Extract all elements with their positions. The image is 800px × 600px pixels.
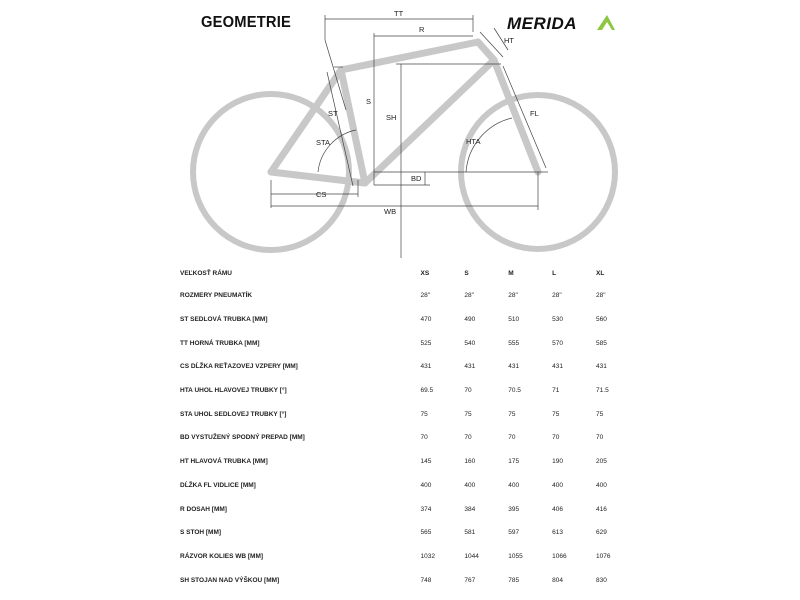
- row-value: 374: [420, 505, 432, 513]
- frame-size-header: VEĽKOSŤ RÁMU: [180, 269, 232, 277]
- label-tt: TT: [394, 9, 404, 18]
- row-value: 785: [508, 576, 520, 584]
- row-value: 71.5: [596, 387, 609, 395]
- row-label: HT HLAVOVÁ TRUBKA [MM]: [180, 458, 268, 466]
- row-value: 28": [552, 292, 562, 300]
- geometry-diagram: [0, 0, 800, 262]
- row-label: R DOSAH [MM]: [180, 505, 227, 513]
- size-header-l: L: [552, 269, 557, 277]
- row-value: 570: [552, 339, 564, 347]
- row-value: 431: [464, 363, 476, 371]
- row-value: 400: [464, 481, 476, 489]
- label-sta: STA: [316, 138, 331, 147]
- row-value: 804: [552, 576, 564, 584]
- row-value: 767: [464, 576, 476, 584]
- row-value: 431: [420, 363, 432, 371]
- table-row: [180, 284, 640, 308]
- page-title: GEOMETRIE: [201, 14, 291, 31]
- label-bd: BD: [411, 174, 422, 183]
- table-row: [180, 545, 640, 569]
- row-value: 1032: [420, 552, 435, 560]
- row-value: 400: [508, 481, 520, 489]
- row-value: 1044: [464, 552, 479, 560]
- row-value: 406: [552, 505, 564, 513]
- row-value: 160: [464, 458, 476, 466]
- row-value: 70.5: [508, 387, 521, 395]
- table-row: [180, 426, 640, 450]
- table-row: [180, 568, 640, 592]
- row-value: 28": [596, 292, 606, 300]
- row-value: 585: [596, 339, 607, 347]
- row-value: 70: [552, 434, 560, 442]
- row-value: 540: [464, 339, 476, 347]
- table-header-row: [180, 262, 640, 284]
- row-label: STA UHOL SEDLOVEJ TRUBKY [°]: [180, 410, 287, 418]
- row-value: 597: [508, 529, 520, 537]
- row-value: 400: [420, 481, 432, 489]
- row-label: SH STOJAN NAD VÝŠKOU [MM]: [180, 576, 280, 584]
- row-value: 145: [420, 458, 432, 466]
- row-label: CS DĹŽKA REŤAZOVEJ VZPERY [MM]: [180, 363, 298, 371]
- label-ht: HT: [504, 36, 514, 45]
- table-row: [180, 308, 640, 332]
- row-value: 384: [464, 505, 476, 513]
- row-value: 70: [596, 434, 604, 442]
- table-row: [180, 379, 640, 403]
- row-value: 75: [508, 410, 516, 418]
- row-value: 175: [508, 458, 520, 466]
- label-fl: FL: [530, 109, 539, 118]
- size-header-s: S: [464, 269, 469, 277]
- row-label: TT HORNÁ TRUBKA [MM]: [180, 339, 260, 347]
- row-value: 470: [420, 316, 432, 324]
- row-label: BD VYSTUŽENÝ SPODNÝ PREPAD [MM]: [180, 434, 305, 442]
- row-value: 70: [464, 434, 472, 442]
- row-value: 555: [508, 339, 520, 347]
- row-value: 70: [464, 387, 472, 395]
- row-value: 1076: [596, 552, 611, 560]
- table-row: [180, 521, 640, 545]
- table-row: [180, 474, 640, 498]
- row-value: 69.5: [420, 387, 434, 395]
- row-value: 431: [508, 363, 520, 371]
- size-header-m: M: [508, 269, 514, 277]
- row-value: 629: [596, 529, 607, 537]
- row-value: 431: [552, 363, 564, 371]
- row-value: 530: [552, 316, 564, 324]
- row-label: RÁZVOR KOLIES WB [MM]: [180, 552, 264, 560]
- row-value: 431: [596, 363, 607, 371]
- label-st: ST: [328, 109, 338, 118]
- row-value: 75: [596, 410, 604, 418]
- row-label: HTA UHOL HLAVOVEJ TRUBKY [°]: [180, 387, 287, 395]
- row-value: 510: [508, 316, 520, 324]
- row-value: 70: [508, 434, 516, 442]
- row-value: 75: [464, 410, 472, 418]
- label-r: R: [419, 25, 425, 34]
- row-value: 581: [464, 529, 476, 537]
- row-value: 565: [420, 529, 432, 537]
- row-value: 28": [420, 292, 431, 300]
- label-wb: WB: [384, 207, 397, 216]
- row-value: 70: [420, 434, 428, 442]
- row-label: ROZMERY PNEUMATÍK: [180, 292, 253, 300]
- table-row: [180, 497, 640, 521]
- row-value: 395: [508, 505, 520, 513]
- logo-wordmark: MERIDA: [507, 14, 578, 33]
- table-row: [180, 355, 640, 379]
- row-value: 830: [596, 576, 607, 584]
- label-s: S: [366, 97, 372, 106]
- row-value: 28": [464, 292, 474, 300]
- row-value: 1066: [552, 552, 567, 560]
- row-value: 613: [552, 529, 564, 537]
- table-row: [180, 331, 640, 355]
- table-row: [180, 402, 640, 426]
- bike-frame: [271, 42, 538, 183]
- row-value: 75: [420, 410, 428, 418]
- row-value: 205: [596, 458, 607, 466]
- label-sh: SH: [386, 113, 397, 122]
- row-label: ST SEDLOVÁ TRUBKA [MM]: [180, 316, 268, 324]
- row-value: 28": [508, 292, 518, 300]
- row-value: 560: [596, 316, 607, 324]
- row-value: 490: [464, 316, 476, 324]
- row-value: 75: [552, 410, 560, 418]
- row-value: 71: [552, 387, 560, 395]
- row-label: S STOH [MM]: [180, 529, 222, 537]
- label-cs: CS: [316, 190, 327, 199]
- row-value: 416: [596, 505, 607, 513]
- row-value: 1055: [508, 552, 523, 560]
- label-hta: HTA: [466, 137, 481, 146]
- size-header-xs: XS: [420, 269, 430, 277]
- table-row: [180, 450, 640, 474]
- row-value: 400: [596, 481, 607, 489]
- row-value: 748: [420, 576, 432, 584]
- row-value: 190: [552, 458, 564, 466]
- row-label: DĹŽKA FL VIDLICE [MM]: [180, 481, 256, 489]
- row-value: 525: [420, 339, 432, 347]
- row-value: 400: [552, 481, 564, 489]
- size-header-xl: XL: [596, 269, 605, 277]
- geometry-table: [180, 262, 640, 592]
